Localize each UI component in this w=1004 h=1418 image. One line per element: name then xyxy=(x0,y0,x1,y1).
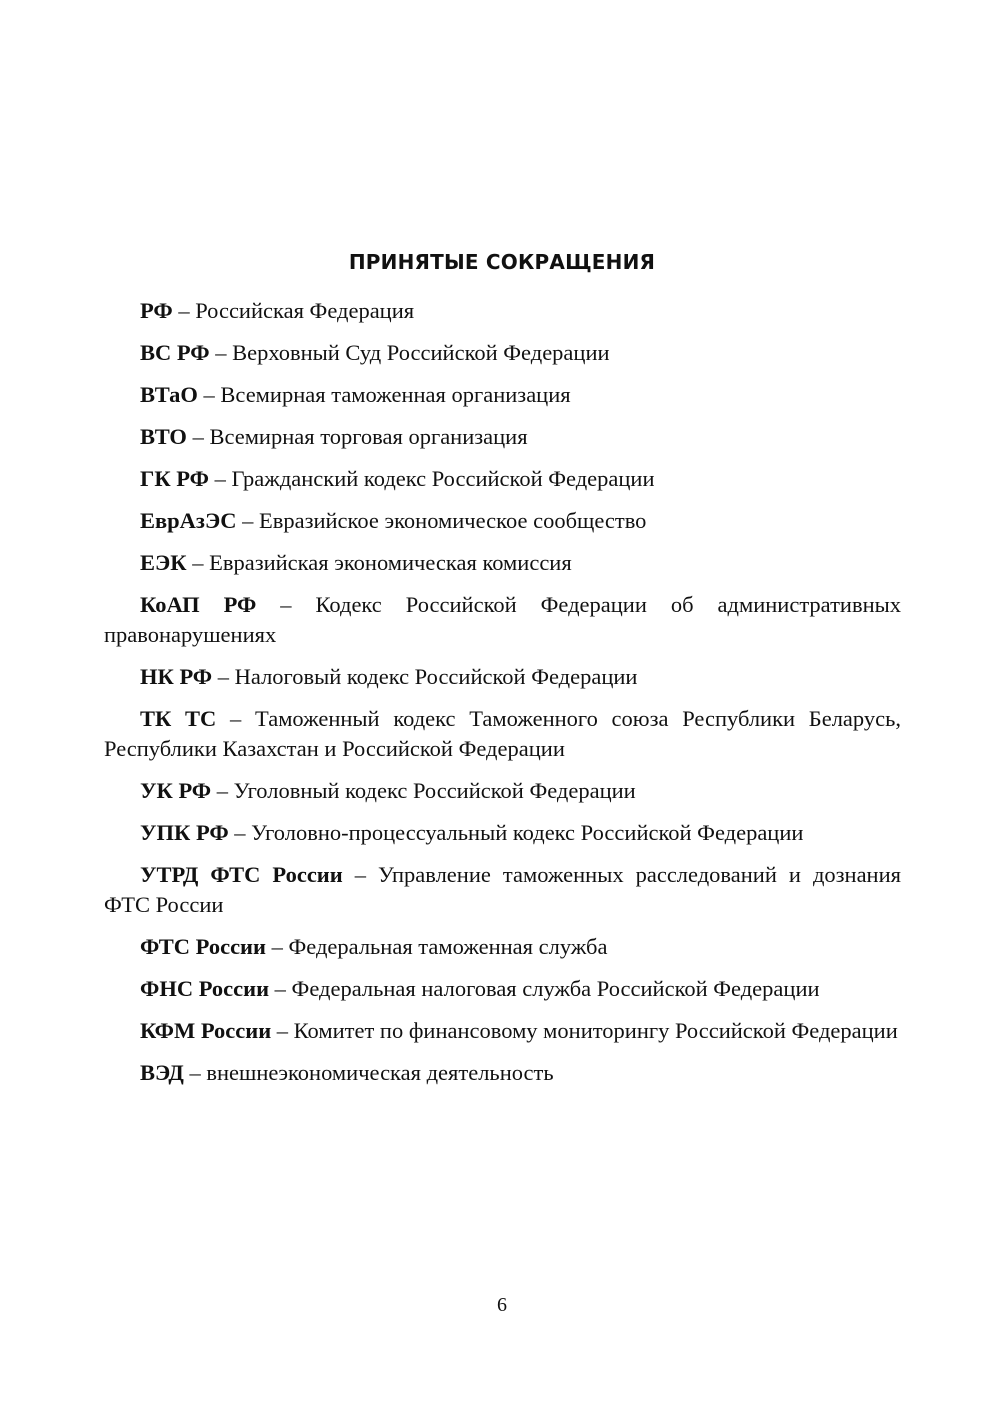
abbreviation-entry xyxy=(104,422,901,452)
abbreviation-definition: – Таможенный кодекс Таможенного союза Республики Беларусь, Республики Казахстан и Российской Федерации xyxy=(104,706,901,761)
abbreviation-term: КФМ России xyxy=(140,1018,272,1043)
abbreviation-term: РФ xyxy=(140,298,173,323)
abbreviation-entry xyxy=(104,506,901,536)
abbreviation-definition: – Комитет по финансовому мониторингу Российской Федерации xyxy=(271,1018,898,1043)
abbreviation-term: ВС РФ xyxy=(140,340,210,365)
abbreviation-entry xyxy=(104,464,901,494)
page-number: 6 xyxy=(497,1294,507,1316)
abbreviation-definition: – Управление таможенных расследований и дознания ФТС России xyxy=(104,862,901,917)
abbreviation-term: ГК РФ xyxy=(140,466,209,491)
abbreviation-definition: – Всемирная торговая организация xyxy=(186,424,528,449)
abbreviation-definition: – Налоговый кодекс Российской Федерации xyxy=(212,664,638,689)
abbreviation-term: ФНС России xyxy=(140,976,270,1001)
page-title: ПРИНЯТЫЕ СОКРАЩЕНИЯ xyxy=(348,250,656,274)
abbreviation-definition: – внешнеэкономическая деятельность xyxy=(183,1060,554,1085)
abbreviation-term: ЕЭК xyxy=(140,550,187,575)
abbreviation-term: ВЭД xyxy=(140,1060,184,1085)
abbreviation-term: УПК РФ xyxy=(140,820,229,845)
abbreviation-entry xyxy=(104,380,901,410)
abbreviation-entry xyxy=(104,932,901,962)
abbreviation-entry xyxy=(104,590,901,650)
abbreviation-definition: – Гражданский кодекс Российской Федерации xyxy=(208,466,655,491)
abbreviation-entry xyxy=(104,338,901,368)
abbreviation-entry xyxy=(104,296,901,326)
abbreviation-definition: – Евразийская экономическая комиссия xyxy=(186,550,572,575)
abbreviation-term: КоАП РФ xyxy=(140,592,257,617)
abbreviation-definition: – Уголовный кодекс Российской Федерации xyxy=(211,778,636,803)
abbreviation-entry xyxy=(104,662,901,692)
abbreviation-definition: – Уголовно-процессуальный кодекс Российской Федерации xyxy=(228,820,804,845)
abbreviation-term: ЕврАзЭС xyxy=(140,508,237,533)
abbreviation-definition: – Всемирная таможенная организация xyxy=(197,382,571,407)
abbreviation-term: НК РФ xyxy=(140,664,213,689)
abbreviation-entry xyxy=(104,704,901,764)
abbreviations-list xyxy=(104,296,901,1100)
abbreviation-entry xyxy=(104,776,901,806)
abbreviation-term: ВТаО xyxy=(140,382,198,407)
abbreviation-entry xyxy=(104,818,901,848)
abbreviation-definition: – Федеральная таможенная служба xyxy=(265,934,608,959)
abbreviation-term: УТРД ФТС России xyxy=(140,862,343,887)
abbreviation-definition: – Российская Федерация xyxy=(172,298,415,323)
abbreviation-entry xyxy=(104,548,901,578)
abbreviation-entry xyxy=(104,974,901,1004)
abbreviation-entry xyxy=(104,1058,901,1088)
abbreviation-definition: – Евразийское экономическое сообщество xyxy=(236,508,647,533)
abbreviation-term: ТК ТС xyxy=(140,706,217,731)
abbreviation-definition: – Кодекс Российской Федерации об административных правонарушениях xyxy=(104,592,901,647)
abbreviation-term: УК РФ xyxy=(140,778,212,803)
abbreviation-term: ВТО xyxy=(140,424,187,449)
abbreviation-entry xyxy=(104,860,901,920)
abbreviation-definition: – Федеральная налоговая служба Российской Федерации xyxy=(269,976,820,1001)
abbreviation-entry xyxy=(104,1016,901,1046)
abbreviation-definition: – Верховный Суд Российской Федерации xyxy=(209,340,610,365)
abbreviation-term: ФТС России xyxy=(140,934,266,959)
